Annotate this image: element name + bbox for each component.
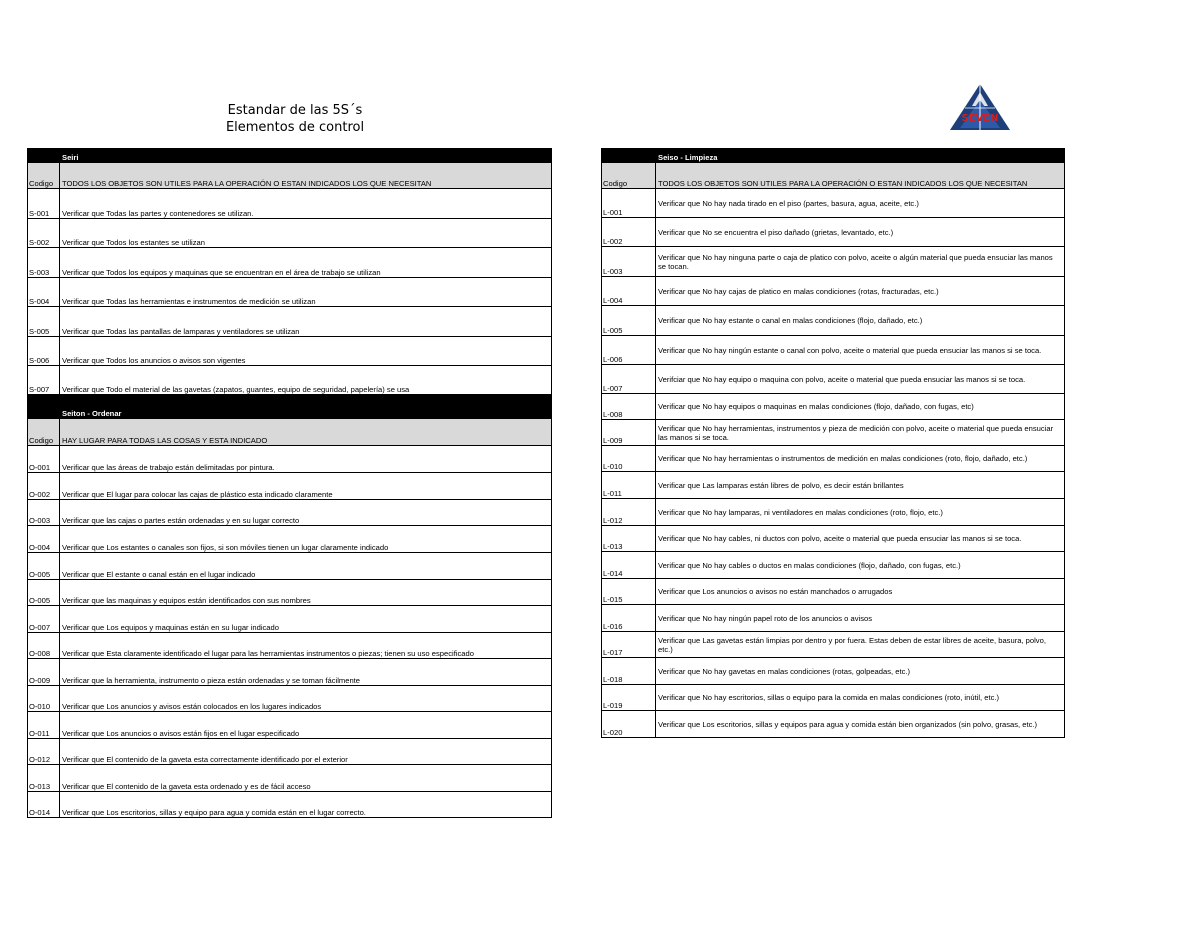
table-row — [602, 685, 1065, 711]
column-header-row — [28, 419, 552, 446]
table-row — [602, 446, 1065, 472]
code-cell: O-004 — [28, 526, 60, 553]
code-cell: S-007 — [28, 366, 60, 395]
description-cell: Verificar que El contenido de la gaveta esta ordenado y es de fácil acceso — [60, 765, 552, 792]
table-row — [602, 277, 1065, 306]
table-row — [28, 659, 552, 686]
description-cell: Verificar que Todas las partes y contenedores se utilizan. — [60, 189, 552, 219]
description-cell: Verificar que No hay gavetas en malas condiciones (rotas, golpeadas, etc.) — [656, 658, 1065, 685]
table-row — [602, 632, 1065, 658]
code-cell: O-009 — [28, 659, 60, 686]
code-cell: O-001 — [28, 446, 60, 473]
table-row — [602, 658, 1065, 685]
table-row — [28, 219, 552, 248]
description-cell: Verificar que Los anuncios y avisos están colocados en los lugares indicados — [60, 686, 552, 712]
code-cell: L-013 — [602, 526, 656, 552]
column-header-row — [602, 163, 1065, 189]
code-cell: O-007 — [28, 606, 60, 633]
title-line-2: Elementos de control — [225, 120, 365, 135]
code-cell: S-003 — [28, 248, 60, 278]
column-header-row — [28, 163, 552, 189]
description-cell: Verificar que Todos los equipos y maquinas que se encuentran en el área de trabajo se utilizan — [60, 248, 552, 278]
table-row — [28, 307, 552, 337]
table-row — [28, 278, 552, 307]
table-row — [28, 765, 552, 792]
code-cell: S-005 — [28, 307, 60, 337]
description-cell: Verificar que El contenido de la gaveta esta correctamente identificado por el exterior — [60, 739, 552, 765]
code-cell: O-013 — [28, 765, 60, 792]
description-cell: Verificar que las maquinas y equipos están identificados con sus nombres — [60, 580, 552, 606]
code-cell: L-008 — [602, 394, 656, 420]
table-row — [28, 606, 552, 633]
code-cell: O-012 — [28, 739, 60, 765]
code-cell: L-012 — [602, 499, 656, 526]
description-cell: Verificar que No hay herramientas o instrumentos de medición en malas condiciones (roto, flojo, dañado, etc.) — [656, 446, 1065, 472]
description-cell: Verificar que las cajas o partes están ordenadas y en su lugar correcto — [60, 500, 552, 526]
description-cell: Verificar que No hay ningún papel roto de los anuncios o avisos — [656, 605, 1065, 632]
code-cell — [602, 149, 656, 163]
code-cell: L-010 — [602, 446, 656, 472]
table-row — [602, 218, 1065, 247]
description-cell: Seiton - Ordenar — [60, 395, 552, 419]
description-cell: HAY LUGAR PARA TODAS LAS COSAS Y ESTA INDICADO — [60, 419, 552, 446]
code-cell: L-009 — [602, 420, 656, 446]
description-cell: TODOS LOS OBJETOS SON UTILES PARA LA OPERACIÓN O ESTAN INDICADOS LOS QUE NECESITAN — [60, 163, 552, 189]
document-title — [200, 102, 390, 136]
description-cell: Verificar que las áreas de trabajo están delimitadas por pintura. — [60, 446, 552, 473]
code-cell: O-011 — [28, 712, 60, 739]
code-cell: S-002 — [28, 219, 60, 248]
code-cell — [28, 149, 60, 163]
code-cell: O-005 — [28, 553, 60, 580]
table-row — [602, 306, 1065, 336]
description-cell: Verifciar que No hay equipo o maquina con polvo, aceite o material que pueda ensuciar las manos si se toca. — [656, 365, 1065, 394]
code-cell: L-001 — [602, 189, 656, 218]
description-cell: Verificar que No hay ninguna parte o caja de platico con polvo, aceite o algún material que pueda ensuciar las manos se tocan. — [656, 247, 1065, 277]
description-cell: Verificar que Las lamparas están libres de polvo, es decir están brillantes — [656, 472, 1065, 499]
table-row — [602, 189, 1065, 218]
table-row — [28, 248, 552, 278]
description-cell: Seiri — [60, 149, 552, 163]
description-cell: Verificar que Todo el material de las gavetas (zapatos, guantes, equipo de seguridad, papelería) se usa — [60, 366, 552, 395]
description-cell: Verificar que Todos los anuncios o avisos son vigentes — [60, 337, 552, 366]
description-cell: Verificar que Los estantes o canales son fijos, si son móviles tienen un lugar claramente indicado — [60, 526, 552, 553]
description-cell: Verificar que El estante o canal están en el lugar indicado — [60, 553, 552, 580]
table-row — [602, 247, 1065, 277]
code-cell: S-004 — [28, 278, 60, 307]
table-row — [602, 711, 1065, 738]
code-cell: O-005 — [28, 580, 60, 606]
description-cell: Verificar que la herramienta, instrumento o pieza están ordenadas y se toman fácilmente — [60, 659, 552, 686]
table-row — [28, 526, 552, 553]
description-cell: Verificar que No hay equipos o maquinas en malas condiciones (flojo, dañado, con fugas, etc) — [656, 394, 1065, 420]
code-cell: L-020 — [602, 711, 656, 738]
description-cell: Verificar que No hay herramientas, instrumentos y pieza de medición con polvo, aceite o material que pueda ensuciar las manos si se toca. — [656, 420, 1065, 446]
description-cell: Verificar que Los escritorios, sillas y equipo para agua y comida están en el lugar correcto. — [60, 792, 552, 818]
description-cell: Verificar que Todos los estantes se utilizan — [60, 219, 552, 248]
description-cell: Verificar que Todas las herramientas e instrumentos de medición se utilizan — [60, 278, 552, 307]
code-cell: O-008 — [28, 633, 60, 659]
code-cell: L-007 — [602, 365, 656, 394]
table-row — [28, 686, 552, 712]
code-cell: Codigo — [28, 163, 60, 189]
description-cell: Verificar que No hay nada tirado en el piso (partes, basura, agua, aceite, etc.) — [656, 189, 1065, 218]
description-cell: Verificar que Los equipos y maquinas están en su lugar indicado — [60, 606, 552, 633]
table-row — [602, 499, 1065, 526]
code-cell: L-006 — [602, 336, 656, 365]
code-cell: L-011 — [602, 472, 656, 499]
table-row — [602, 552, 1065, 579]
table-row — [28, 446, 552, 473]
table-row — [602, 579, 1065, 605]
description-cell: Verificar que No hay lamparas, ni ventiladores en malas condiciones (roto, flojo, etc.) — [656, 499, 1065, 526]
seven-logo — [948, 82, 1012, 132]
table-row — [28, 580, 552, 606]
code-cell: O-010 — [28, 686, 60, 712]
section-header-seiri — [28, 149, 552, 163]
code-cell: L-005 — [602, 306, 656, 336]
table-row — [28, 633, 552, 659]
description-cell: Verificar que No se encuentra el piso dañado (grietas, levantado, etc.) — [656, 218, 1065, 247]
description-cell: Verificar que No hay cables o ductos en malas condiciones (flojo, dañado, con fugas, etc.) — [656, 552, 1065, 579]
title-line-1: Estandar de las 5S´s — [227, 103, 363, 118]
seiri-seiton-table — [27, 148, 552, 818]
code-cell: S-006 — [28, 337, 60, 366]
description-cell: Verificar que Los escritorios, sillas y equipos para agua y comida están bien organizados (sin polvo, grasas, etc.) — [656, 711, 1065, 738]
description-cell: Verificar que Los anuncios o avisos están fijos en el lugar especificado — [60, 712, 552, 739]
description-cell: TODOS LOS OBJETOS SON UTILES PARA LA OPERACIÓN O ESTAN INDICADOS LOS QUE NECESITAN — [656, 163, 1065, 189]
table-row — [28, 712, 552, 739]
description-cell: Verificar que Las gavetas están limpias por dentro y por fuera. Estas deben de estar libres de aceite, basura, polvo, etc.) — [656, 632, 1065, 658]
logo-text: SEVEN — [961, 113, 999, 124]
table-row — [602, 420, 1065, 446]
table-row — [602, 472, 1065, 499]
table-row — [28, 337, 552, 366]
description-cell: Verificar que No hay ningún estante o canal con polvo, aceite o material que pueda ensuciar las manos si se toca. — [656, 336, 1065, 365]
code-cell: L-017 — [602, 632, 656, 658]
table-row — [28, 553, 552, 580]
code-cell: L-014 — [602, 552, 656, 579]
code-cell: L-015 — [602, 579, 656, 605]
description-cell: Verificar que Todas las pantallas de lamparas y ventiladores se utilizan — [60, 307, 552, 337]
description-cell: Verificar que No hay estante o canal en malas condiciones (flojo, dañado, etc.) — [656, 306, 1065, 336]
section-header-seiso — [602, 149, 1065, 163]
code-cell — [28, 395, 60, 419]
code-cell: L-002 — [602, 218, 656, 247]
code-cell: S-001 — [28, 189, 60, 219]
code-cell: Codigo — [28, 419, 60, 446]
code-cell: L-016 — [602, 605, 656, 632]
description-cell: Seiso - Limpieza — [656, 149, 1065, 163]
code-cell: L-019 — [602, 685, 656, 711]
table-row — [602, 365, 1065, 394]
table-row — [28, 739, 552, 765]
description-cell: Verificar que El lugar para colocar las cajas de plástico esta indicado claramente — [60, 473, 552, 500]
table-row — [28, 366, 552, 395]
table-row — [602, 526, 1065, 552]
description-cell: Verificar que Los anuncios o avisos no están manchados o arrugados — [656, 579, 1065, 605]
table-row — [602, 394, 1065, 420]
description-cell: Verificar que No hay escritorios, sillas o equipo para la comida en malas condiciones (roto, inútil, etc.) — [656, 685, 1065, 711]
code-cell: O-002 — [28, 473, 60, 500]
description-cell: Verificar que No hay cajas de platico en malas condiciones (rotas, fracturadas, etc.) — [656, 277, 1065, 306]
table-row — [28, 792, 552, 818]
seiso-table — [601, 148, 1065, 738]
code-cell: O-014 — [28, 792, 60, 818]
table-row — [28, 189, 552, 219]
code-cell: L-003 — [602, 247, 656, 277]
table-row — [28, 500, 552, 526]
table-row — [602, 605, 1065, 632]
description-cell: Verificar que No hay cables, ni ductos con polvo, aceite o material que pueda ensuciar las manos si se toca. — [656, 526, 1065, 552]
section-header-seiton — [28, 395, 552, 419]
code-cell: L-018 — [602, 658, 656, 685]
table-row — [602, 336, 1065, 365]
description-cell: Verificar que Esta claramente identificado el lugar para las herramientas instrumentos o piezas; tienen su uso especificado — [60, 633, 552, 659]
code-cell: Codigo — [602, 163, 656, 189]
table-row — [28, 473, 552, 500]
code-cell: O-003 — [28, 500, 60, 526]
code-cell: L-004 — [602, 277, 656, 306]
